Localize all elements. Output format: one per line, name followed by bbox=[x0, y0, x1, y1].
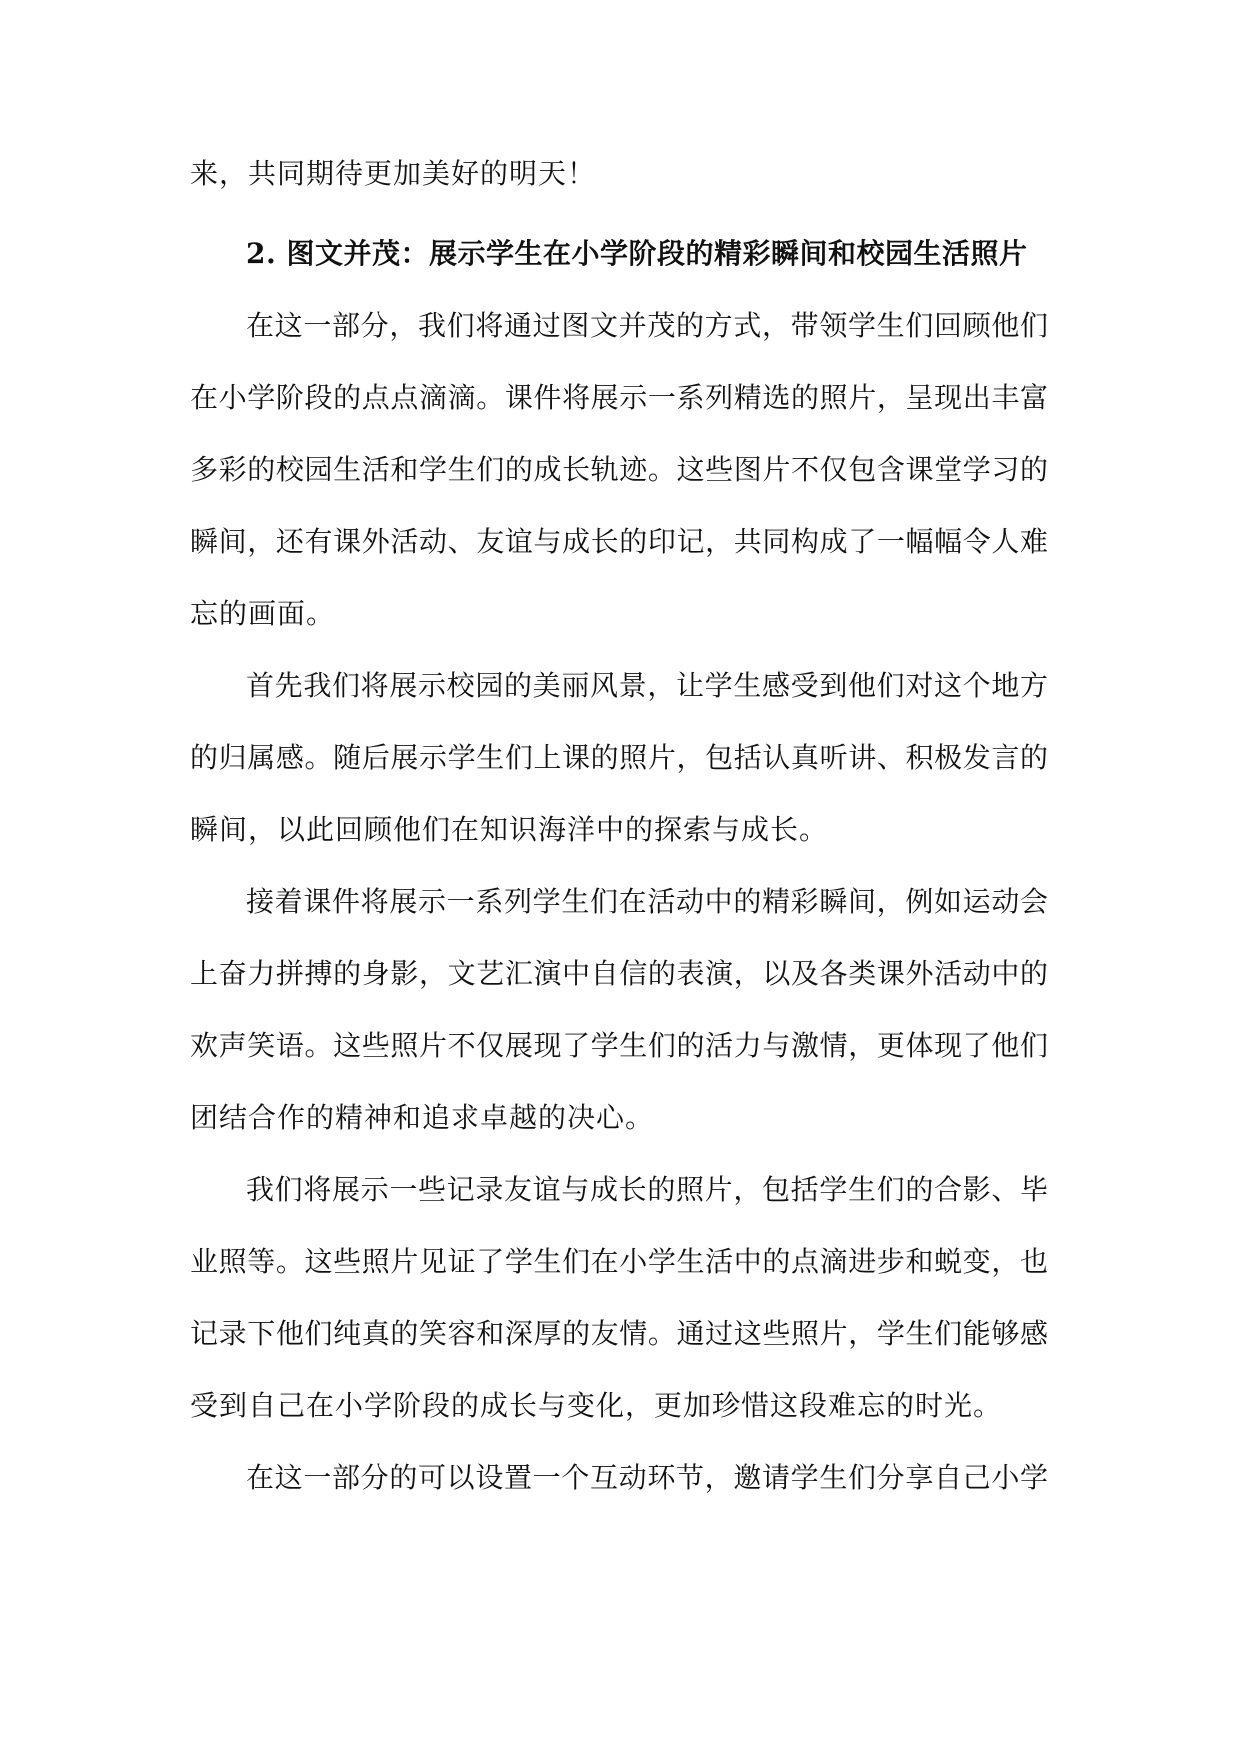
paragraph-line: 业照等。这些照片见证了学生们在小学生活中的点滴进步和蜕变，也 bbox=[190, 1245, 1048, 1278]
continuation-line: 来，共同期待更加美好的明天！ bbox=[190, 157, 597, 190]
section-heading: 2. 图文并茂：展示学生在小学阶段的精彩瞬间和校园生活照片 bbox=[246, 237, 1028, 270]
paragraph-line: 的归属感。随后展示学生们上课的照片，包括认真听讲、积极发言的 bbox=[190, 741, 1048, 774]
paragraph-line: 多彩的校园生活和学生们的成长轨迹。这些图片不仅包含课堂学习的 bbox=[190, 453, 1048, 486]
paragraph-line: 欢声笑语。这些照片不仅展现了学生们的活力与激情，更体现了他们 bbox=[190, 1029, 1048, 1062]
paragraph-line: 团结合作的精神和追求卓越的决心。 bbox=[190, 1101, 655, 1134]
paragraph-line: 上奋力拼搏的身影，文艺汇演中自信的表演，以及各类课外活动中的 bbox=[190, 957, 1048, 990]
paragraph-line: 在小学阶段的点点滴滴。课件将展示一系列精选的照片，呈现出丰富 bbox=[190, 381, 1048, 414]
paragraph-line: 首先我们将展示校园的美丽风景，让学生感受到他们对这个地方 bbox=[246, 669, 1048, 702]
paragraph-line: 瞬间，以此回顾他们在知识海洋中的探索与成长。 bbox=[190, 813, 829, 846]
paragraph-line: 瞬间，还有课外活动、友谊与成长的印记，共同构成了一幅幅令人难 bbox=[190, 525, 1048, 558]
paragraph-line: 忘的画面。 bbox=[190, 597, 336, 630]
paragraph-line: 在这一部分的可以设置一个互动环节，邀请学生们分享自己小学 bbox=[246, 1461, 1048, 1494]
paragraph-line: 记录下他们纯真的笑容和深厚的友情。通过这些照片，学生们能够感 bbox=[190, 1317, 1048, 1350]
paragraph-line: 受到自己在小学阶段的成长与变化，更加珍惜这段难忘的时光。 bbox=[190, 1389, 1003, 1422]
paragraph-line: 在这一部分，我们将通过图文并茂的方式，带领学生们回顾他们 bbox=[246, 309, 1048, 342]
paragraph-line: 接着课件将展示一系列学生们在活动中的精彩瞬间，例如运动会 bbox=[246, 885, 1048, 918]
paragraph-line: 我们将展示一些记录友谊与成长的照片，包括学生们的合影、毕 bbox=[246, 1173, 1048, 1206]
